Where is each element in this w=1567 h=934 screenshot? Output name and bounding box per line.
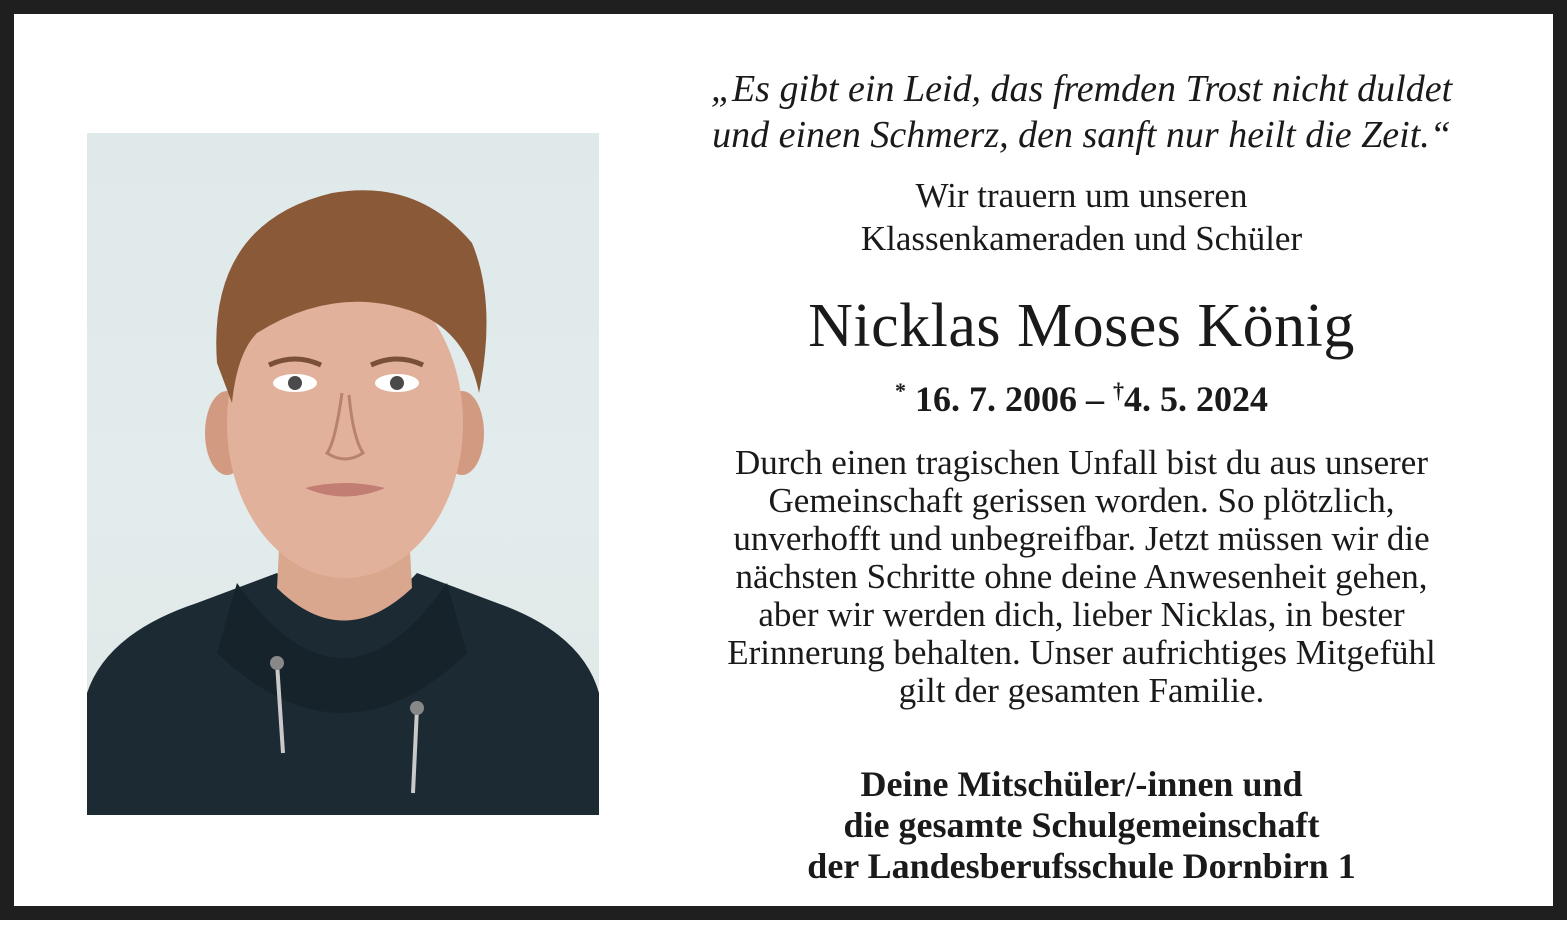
birth-symbol: * — [895, 378, 906, 403]
signature-line: die gesamte Schulgemeinschaft — [843, 805, 1320, 845]
quote — [624, 66, 1539, 158]
signature-line: Deine Mitschüler/-innen und — [860, 764, 1303, 804]
death-symbol: † — [1113, 378, 1124, 403]
message-line: gilt der gesamten Familie. — [898, 671, 1265, 710]
signature — [624, 764, 1539, 887]
life-dates — [624, 369, 1539, 421]
intro-line: Wir trauern um unseren — [915, 176, 1248, 215]
deceased-name: Nicklas Moses König — [808, 292, 1355, 360]
obituary-text — [624, 14, 1539, 934]
quote-line: „Es gibt ein Leid, das fremden Trost nicht duldet — [710, 68, 1453, 110]
signature-line: der Landesberufsschule Dornbirn 1 — [807, 846, 1356, 886]
message-line: Durch einen tragischen Unfall bist du aus unserer — [735, 443, 1428, 482]
intro-line: Klassenkameraden und Schüler — [860, 219, 1303, 258]
message-line: unverhofft und unbegreifbar. Jetzt müssen wir die — [733, 519, 1430, 558]
death-date: 4. 5. 2024 — [1124, 379, 1268, 419]
portrait-illustration — [87, 133, 599, 815]
portrait-photo — [87, 133, 599, 815]
birth-date: 16. 7. 2006 — [915, 379, 1077, 419]
date-separator: – — [1086, 379, 1104, 419]
message-line: nächsten Schritte ohne deine Anwesenheit gehen, — [735, 557, 1428, 596]
message-line: Erinnerung behalten. Unser aufrichtiges Mitgefühl — [727, 633, 1436, 672]
mourning-intro — [624, 174, 1539, 260]
quote-line: und einen Schmerz, den sanft nur heilt die Zeit.“ — [712, 114, 1451, 156]
message-line: Gemeinschaft gerissen worden. So plötzlich, — [768, 481, 1395, 520]
message-line: aber wir werden dich, lieber Nicklas, in bester — [758, 595, 1405, 634]
condolence-message — [624, 444, 1539, 710]
